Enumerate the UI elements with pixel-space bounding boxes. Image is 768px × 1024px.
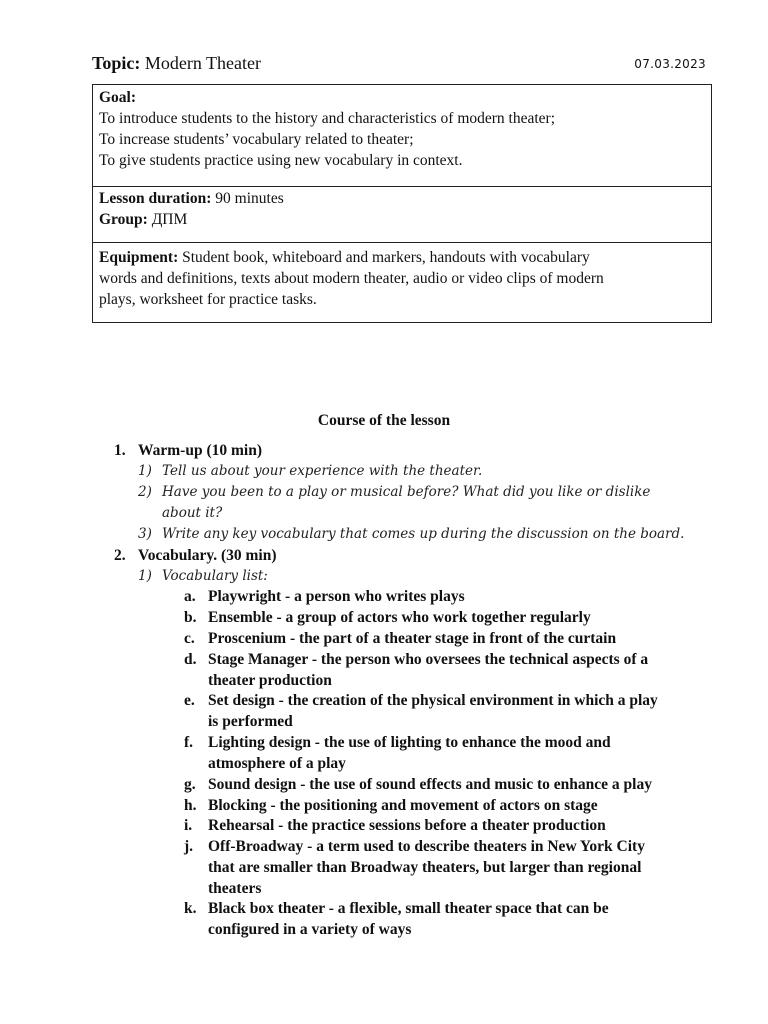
vocab-text: atmosphere of a play [208,755,346,772]
vocab-text: Blocking - the positioning and movement of actors on stage [208,797,598,814]
subitem-text: Vocabulary list: [162,568,268,584]
vocab-item [184,898,609,940]
lesson-info-table [92,84,712,323]
group-label: Group: [99,211,148,228]
vocab-item [184,732,611,774]
warmup-question [138,482,650,524]
question-text: Tell us about your experience with the theater. [162,463,483,479]
course-title: Course of the lesson [317,412,451,429]
vocab-text: Ensemble - a group of actors who work together regularly [208,609,591,626]
duration-value: 90 minutes [215,190,284,207]
vocab-item [184,774,652,795]
vocab-text: Sound design - the use of sound effects and music to enhance a play [208,776,652,793]
vocab-text: that are smaller than Broadway theaters, but larger than regional [208,859,642,876]
goal-line: To give students practice using new vocabulary in context. [99,152,463,169]
vocab-letter: k. [184,900,197,917]
vocab-text: Proscenium - the part of a theater stage in front of the curtain [208,630,617,647]
topic-value: Modern Theater [144,53,261,73]
vocab-text: theater production [208,672,332,689]
equipment-line: plays, worksheet for practice tasks. [99,291,317,308]
vocab-text: Playwright - a person who writes plays [208,588,465,605]
vocab-item [184,586,465,607]
vocab-text: Off-Broadway - a term used to describe theaters in New York City [208,838,645,855]
equipment-cell [93,242,711,322]
question-number: 3) [138,526,152,542]
vocab-item [184,690,658,732]
lesson-date: 07.03.2023 [634,57,706,71]
subitem-number: 1) [138,568,152,584]
vocab-text: Set design - the creation of the physical environment in which a play [208,692,658,709]
goal-cell [93,85,711,186]
vocab-item [184,795,598,816]
vocab-letter: e. [184,692,195,709]
question-text: Write any key vocabulary that comes up during the discussion on the board. [162,526,685,542]
vocab-text: is performed [208,713,293,730]
goal-line: To increase students’ vocabulary related to theater; [99,131,414,148]
vocab-letter: g. [184,776,196,793]
topic-label: Topic: [92,53,141,73]
vocab-item [184,607,591,628]
duration-row [99,188,705,209]
section-number: 2. [114,547,126,564]
vocab-item [184,836,645,899]
vocab-item [184,628,616,649]
equipment-label: Equipment: [99,249,179,266]
vocab-letter: j. [184,838,194,855]
section-title: Vocabulary. (30 min) [138,547,277,564]
warmup-question [138,461,482,482]
vocab-letter: f. [184,734,194,751]
vocab-letter: i. [184,817,193,834]
goal-line: To introduce students to the history and characteristics of modern theater; [99,110,556,127]
vocab-letter: b. [184,609,197,626]
question-number: 2) [138,484,152,500]
vocab-letter: c. [184,630,195,647]
section-heading [114,440,262,461]
topic [92,52,261,74]
vocab-letter: d. [184,651,197,668]
warmup-question [138,524,684,545]
section-number: 1. [114,442,126,459]
group-row [99,209,705,230]
goal-label: Goal: [99,89,137,106]
vocab-text: Rehearsal - the practice sessions before a theater production [208,817,606,834]
question-text: Have you been to a play or musical before? What did you like or dislike [162,484,651,500]
equipment-line [99,247,705,268]
vocab-item [184,649,648,691]
section-heading [114,545,277,566]
duration-label: Lesson duration: [99,190,212,207]
group-value: ДПМ [151,211,188,228]
question-text: about it? [162,505,223,521]
topic-line [92,52,708,76]
equipment-line: words and definitions, texts about modern theater, audio or video clips of modern [99,270,604,287]
vocab-text: configured in a variety of ways [208,921,412,938]
vocab-text: Stage Manager - the person who oversees the technical aspects of a [208,651,649,668]
vocab-letter: h. [184,797,197,814]
vocab-text: Black box theater - a flexible, small theater space that can be [208,900,609,917]
vocab-letter: a. [184,588,196,605]
vocabulary-subitem [138,566,268,587]
equipment-text: Student book, whiteboard and markers, handouts with vocabulary [182,249,590,266]
vocab-item [184,815,606,836]
vocab-text: theaters [208,880,262,897]
question-number: 1) [138,463,152,479]
duration-cell [93,186,711,242]
section-title: Warm-up (10 min) [138,442,262,459]
vocab-text: Lighting design - the use of lighting to enhance the mood and [208,734,611,751]
